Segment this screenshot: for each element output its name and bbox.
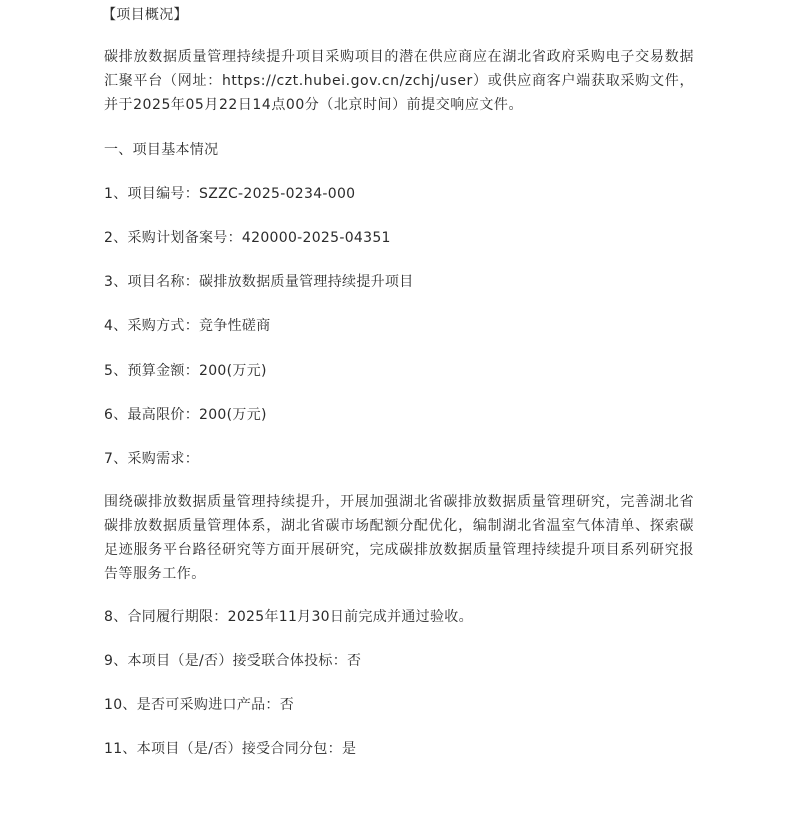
item-budget-amount: [104, 361, 267, 381]
item-label: 10、是否可采购进口产品：: [104, 697, 280, 713]
part-one-heading: 一、项目基本情况: [104, 142, 219, 158]
item-label: 4、采购方式：: [104, 318, 200, 334]
item-value: 竞争性磋商: [199, 318, 271, 334]
item-value: 200(万元): [199, 363, 267, 379]
item-contract-period: [104, 607, 473, 627]
item-procurement-method: [104, 316, 271, 336]
item-label: 8、合同履行期限：: [104, 609, 228, 625]
item-label: 5、预算金额：: [104, 363, 200, 379]
item-label: 7、采购需求：: [104, 451, 200, 467]
intro-paragraph: 碳排放数据质量管理持续提升项目采购项目的潜在供应商应在湖北省政府采购电子交易数据汇聚平台（网址：https://czt.hubei.gov.cn/zchj/user）或供应商客户端获取采购文件，并于2025年05月22日14点00分（北京时间）前提交响应文件。: [104, 49, 694, 113]
item-label: 3、项目名称：: [104, 274, 200, 290]
item-procurement-requirements: [104, 449, 199, 469]
item-project-name: [104, 272, 414, 292]
item-value: 2025年11月30日前完成并通过验收。: [227, 609, 473, 625]
item-max-price: [104, 405, 267, 425]
item-consortium-bidding: [104, 651, 361, 671]
item-value: 否: [279, 697, 295, 713]
item-subcontracting: [104, 739, 356, 759]
item-plan-record-number: [104, 228, 391, 248]
item-label: 2、采购计划备案号：: [104, 230, 242, 246]
requirements-paragraph: 围绕碳排放数据质量管理持续提升，开展加强湖北省碳排放数据质量管理研究，完善湖北省碳排放数据质量管理体系，湖北省碳市场配额分配优化，编制湖北省温室气体清单、探索碳足迹服务平台路径研究等方面开展研究，完成碳排放数据质量管理持续提升项目系列研究报告等服务工作。: [104, 494, 694, 582]
item-value: SZZC-2025-0234-000: [199, 186, 356, 202]
item-label: 11、本项目（是/否）接受合同分包：: [104, 741, 342, 757]
item-value: 否: [347, 653, 362, 669]
item-label: 1、项目编号：: [104, 186, 200, 202]
section-title: 【项目概况】: [102, 7, 188, 23]
item-project-number: [104, 184, 355, 204]
item-value: 是: [341, 741, 357, 757]
item-imported-products: [104, 695, 294, 715]
item-label: 6、最高限价：: [104, 407, 200, 423]
item-value: 200(万元): [199, 407, 267, 423]
item-label: 9、本项目（是/否）接受联合体投标：: [104, 653, 348, 669]
item-value: 碳排放数据质量管理持续提升项目: [199, 274, 414, 290]
item-value: 420000-2025-04351: [241, 230, 391, 246]
